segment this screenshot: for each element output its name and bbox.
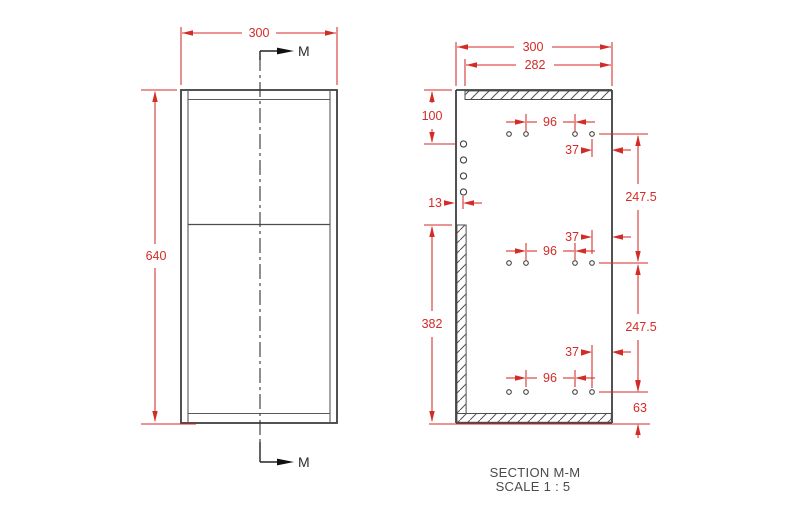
- drill-hole: [507, 132, 512, 137]
- drill-hole: [507, 390, 512, 395]
- dim-front-height-value: 640: [145, 249, 167, 263]
- drill-hole: [524, 132, 529, 137]
- edge-hole: [460, 157, 466, 163]
- cut-label-top: M: [298, 43, 310, 59]
- section-left-panel-hatched: [457, 225, 466, 414]
- dim-row2-edge-value: 37: [565, 230, 579, 244]
- drill-hole: [524, 390, 529, 395]
- edge-hole: [460, 173, 466, 179]
- section-title-block: [490, 465, 581, 494]
- dim-row2-spacing-value: 96: [543, 244, 557, 258]
- dim-row-pitch-upper-value: 247.5: [625, 190, 657, 204]
- drill-hole: [590, 390, 595, 395]
- drill-hole: [590, 132, 595, 137]
- dim-hole-edge-offset-value: 13: [428, 196, 442, 210]
- drill-hole: [507, 261, 512, 266]
- cut-label-bottom: M: [298, 454, 310, 470]
- dim-top-panel-width-value: 282: [524, 58, 546, 72]
- drill-hole: [573, 132, 578, 137]
- dim-row-pitch-lower-value: 247.5: [625, 320, 657, 334]
- drill-hole: [524, 261, 529, 266]
- dim-bottom-offset-value: 63: [633, 401, 647, 415]
- dim-first-hole-offset-value: 100: [421, 109, 443, 123]
- dim-front-width-value: 300: [248, 26, 270, 40]
- section-scale-note: SCALE 1 : 5: [495, 479, 571, 494]
- drill-hole: [590, 261, 595, 266]
- dim-row1-spacing-value: 96: [543, 115, 557, 129]
- dim-row1-edge-value: 37: [565, 143, 579, 157]
- drill-hole: [573, 261, 578, 266]
- dim-row3-edge-value: 37: [565, 345, 579, 359]
- section-bottom-panel-hatched: [457, 414, 611, 423]
- edge-hole: [460, 141, 466, 147]
- section-top-panel-hatched: [465, 91, 612, 100]
- drill-hole: [573, 390, 578, 395]
- dim-section-width-value: 300: [522, 40, 544, 54]
- dim-lower-panel-height-value: 382: [421, 317, 443, 331]
- section-title: SECTION M-M: [489, 465, 581, 480]
- dim-row3-spacing-value: 96: [543, 371, 557, 385]
- edge-hole: [460, 189, 466, 195]
